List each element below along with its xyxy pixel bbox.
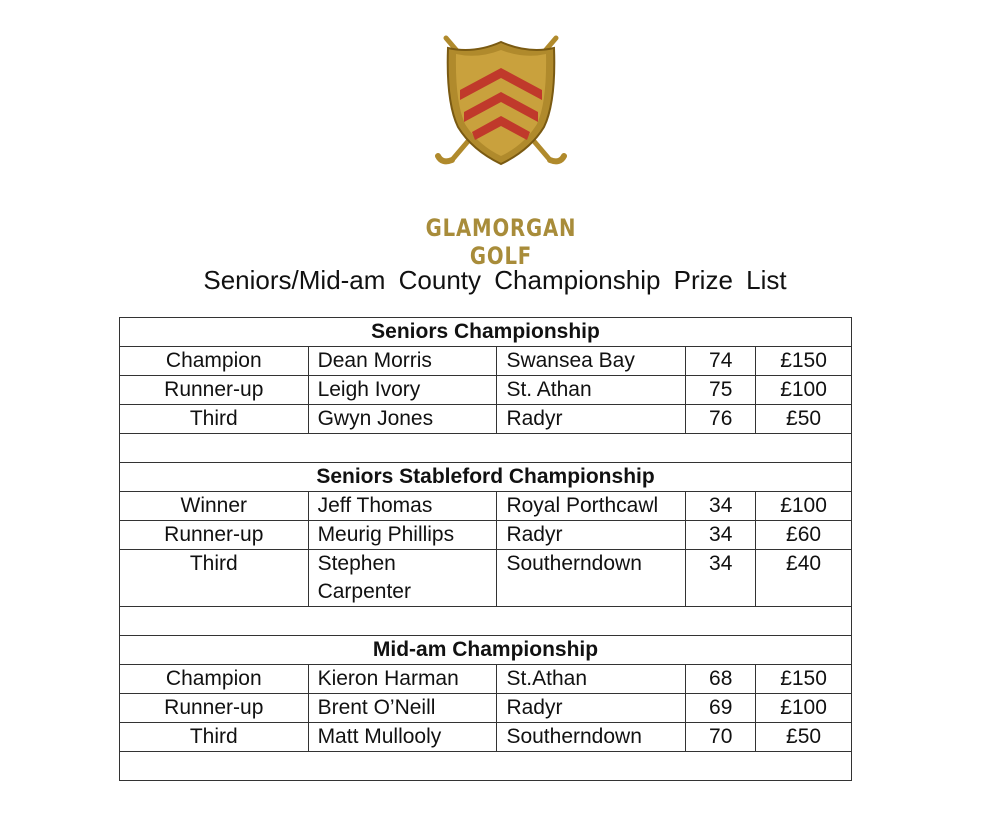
prize-list-table [119,317,852,781]
score-cell: 69 [686,694,756,723]
club-cell: St. Athan [497,376,686,405]
club-cell: Radyr [497,694,686,723]
score-cell: 34 [686,521,756,550]
table-row [120,723,852,752]
place-cell: Champion [120,347,309,376]
place-cell: Third [120,550,309,607]
name-cell: Matt Mullooly [308,723,497,752]
table-row [120,492,852,521]
place-cell: Third [120,723,309,752]
score-cell: 75 [686,376,756,405]
score-cell: 68 [686,665,756,694]
name-cell: Dean Morris [308,347,497,376]
score-cell: 76 [686,405,756,434]
place-cell: Third [120,405,309,434]
club-cell: St.Athan [497,665,686,694]
prize-cell: £40 [756,550,852,607]
section-heading: Seniors Stableford Championship [120,463,852,492]
club-cell: Royal Porthcawl [497,492,686,521]
section-heading-row [120,318,852,347]
prize-cell: £100 [756,492,852,521]
table-row [120,694,852,723]
section-heading-row [120,463,852,492]
table-row [120,405,852,434]
prize-cell: £50 [756,405,852,434]
spacer-row [120,434,852,463]
table-row [120,550,852,607]
logo-wordmark: GLAMORGAN GOLF [425,214,577,270]
club-cell: Southerndown [497,550,686,607]
place-cell: Runner-up [120,694,309,723]
name-cell [308,550,497,607]
section-heading-row [120,636,852,665]
place-cell: Winner [120,492,309,521]
club-cell: Radyr [497,405,686,434]
spacer-cell [120,434,852,463]
shield-crest-icon [434,32,568,172]
table-row [120,347,852,376]
prize-cell: £50 [756,723,852,752]
score-cell: 70 [686,723,756,752]
name-cell: Brent O’Neill [308,694,497,723]
name-cell: Gwyn Jones [308,405,497,434]
name-cell: Jeff Thomas [308,492,497,521]
name-cell: Meurig Phillips [308,521,497,550]
name-cell: Kieron Harman [308,665,497,694]
score-cell: 34 [686,550,756,607]
section-heading: Mid-am Championship [120,636,852,665]
prize-cell: £150 [756,347,852,376]
spacer-row [120,752,852,781]
place-cell: Runner-up [120,521,309,550]
spacer-cell [120,752,852,781]
score-cell: 34 [686,492,756,521]
prize-cell: £100 [756,694,852,723]
club-cell: Southerndown [497,723,686,752]
prize-cell: £150 [756,665,852,694]
prize-cell: £60 [756,521,852,550]
prize-cell: £100 [756,376,852,405]
table-row [120,521,852,550]
section-heading: Seniors Championship [120,318,852,347]
place-cell: Champion [120,665,309,694]
table-row [120,665,852,694]
club-cell: Radyr [497,521,686,550]
spacer-row [120,607,852,636]
glamorgan-golf-logo [396,32,606,270]
name-text: Stephen Carpenter [317,552,411,603]
score-cell: 74 [686,347,756,376]
name-cell: Leigh Ivory [308,376,497,405]
table-row [120,376,852,405]
club-cell: Swansea Bay [497,347,686,376]
page-title: Seniors/Mid-am County Championship Prize List [203,265,787,295]
place-cell: Runner-up [120,376,309,405]
spacer-cell [120,607,852,636]
